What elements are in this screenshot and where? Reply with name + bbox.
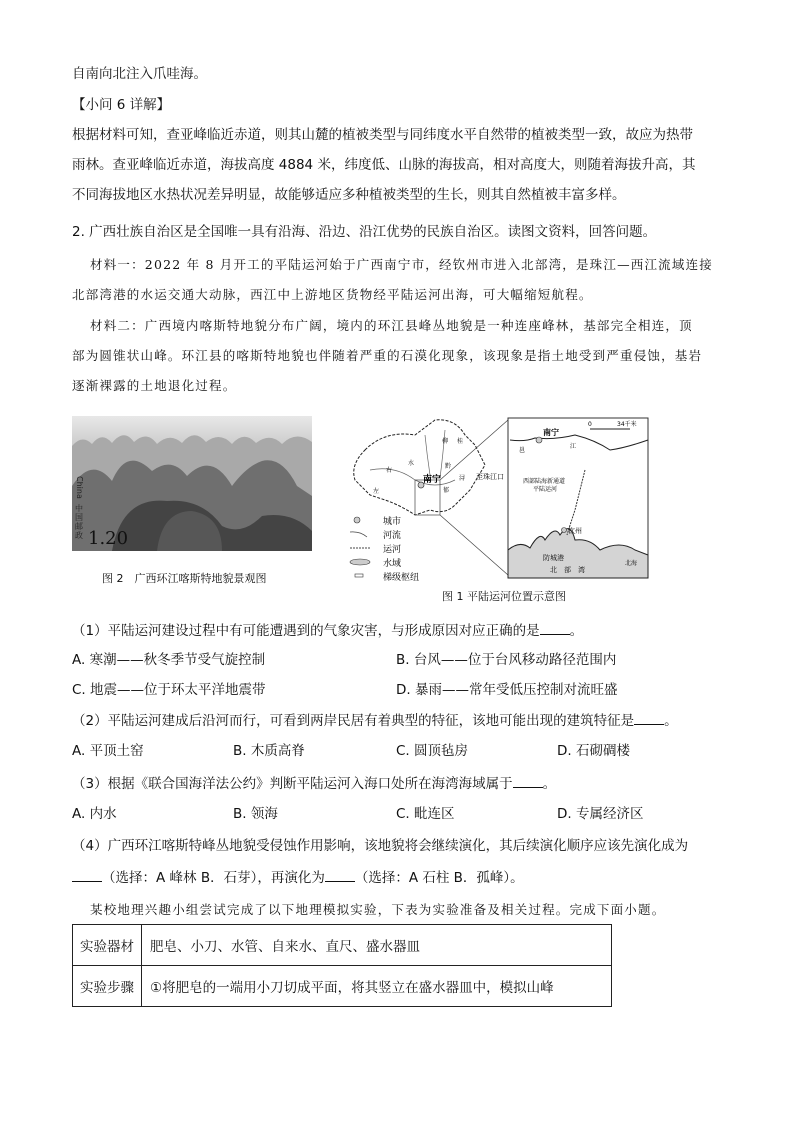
option-a: A. 寒潮——秋冬季节受气旋控制: [72, 652, 266, 668]
option-c: C. 圆顶毡房: [396, 743, 469, 759]
stem-end: 。: [542, 776, 557, 792]
sub-question-4: （4）广西环江喀斯特峰丛地貌受侵蚀作用影响，该地貌将会继续演化，其后续演化顺序应该先演化成为: [72, 838, 689, 854]
scale-zero: 0: [588, 421, 592, 428]
explanation-line: 不同海拔地区水热状况差异明显，故能够适应多种植被类型的生长，则其自然植被丰富多样。: [72, 187, 626, 203]
material-2: 材料二：广西境内喀斯特地貌分布广阔，境内的环江县峰丛地貌是一种连座峰林，基部完全相连，顶: [90, 318, 693, 333]
scale-label: 34千米: [617, 421, 637, 428]
legend-city: 城市: [383, 517, 402, 527]
karst-landscape-image: [72, 416, 312, 551]
answer-blank: [513, 773, 543, 788]
legend-river: 河流: [383, 531, 402, 541]
option-d: D. 专属经济区: [557, 806, 644, 822]
material-2: 逐渐裸露的土地退化过程。: [72, 378, 237, 393]
material-1: 北部湾港的水运交通大动脉，西江中上游地区货物经平陆运河出海，可大幅缩短航程。: [72, 287, 593, 302]
explanation-line: 根据材料可知，查亚峰临近赤道，则其山麓的植被类型与同纬度水平自然带的植被类型一致，故应为热带: [72, 127, 693, 143]
stem: （1）平陆运河建设过程中有可能遭遇到的气象灾害，与形成原因对应正确的是: [72, 623, 540, 639]
section-heading: 【小问 6 详解】: [72, 97, 171, 113]
legend-lock: 梯级枢纽: [383, 573, 420, 583]
answer-blank: [325, 867, 355, 882]
stamp-issuer-text: 中国邮政: [75, 504, 83, 540]
inset-label: 邕: [519, 447, 526, 454]
option-a: A. 内水: [72, 806, 117, 822]
material-2: 部为圆锥状山峰。环江县的喀斯特地貌也伴随着严重的石漠化现象，该现象是指土地受到严重侵蚀，基岩: [72, 348, 703, 363]
option-b: B. 台风——位于台风移动路径范围内: [396, 652, 617, 668]
inset-label: 江: [570, 443, 577, 450]
option-a: A. 平顶土窑: [72, 743, 144, 759]
stem: （3）根据《联合国海洋法公约》判断平陆运河入海口处所在海湾海域属于: [72, 776, 513, 792]
legend-water: 水域: [383, 559, 402, 569]
question-2-intro: 2. 广西壮族自治区是全国唯一具有沿海、沿边、沿江优势的民族自治区。读图文资料，回答问题。: [72, 224, 657, 240]
legend-canal: 运河: [383, 545, 402, 555]
explanation-line: 雨林。查亚峰临近赤道，海拔高度 4884 米，纬度低、山脉的海拔高，相对高度大，则随着海拔升高，其: [72, 157, 696, 173]
experiment-table: [72, 924, 612, 1007]
option-d: D. 石砌碉楼: [557, 743, 630, 759]
inset-beihai: 北海: [625, 560, 638, 567]
map-label: 桂: [457, 438, 464, 445]
table-row: [73, 925, 612, 966]
map-label: 左: [373, 488, 380, 495]
row-header: 实验步骤: [73, 966, 142, 1007]
choice-2: （选择：A 石柱 B．孤峰）。: [354, 870, 524, 886]
map-label: 柳: [442, 438, 449, 445]
option-b: B. 领海: [233, 806, 278, 822]
map-label-to-pearl-river: 至珠江口: [476, 473, 504, 481]
row-header: 实验器材: [73, 925, 142, 966]
option-c: C. 地震——位于环太平洋地震带: [72, 682, 266, 698]
sub-question-2: [72, 710, 678, 731]
sub-question-3: [72, 773, 556, 794]
stem-end: 。: [569, 623, 584, 639]
row-content: ①将肥皂的一端用小刀切成平面，将其竖立在盛水器皿中，模拟山峰: [142, 966, 612, 1007]
pinglu-canal-map: [335, 410, 655, 586]
material-1: 材料一：2022 年 8 月开工的平陆运河始于广西南宁市，经钦州市进入北部湾，是珠江—西江流域连接: [90, 257, 713, 272]
sub-question-1: [72, 620, 583, 641]
answer-blank: [72, 867, 102, 882]
choice-1: （选择：A 峰林 B．石芽），再演化为: [102, 870, 325, 886]
question-3-intro: 某校地理兴趣小组尝试完成了以下地理模拟实验，下表为实验准备及相关过程。完成下面小题。: [90, 902, 666, 917]
option-c: C. 毗连区: [396, 806, 455, 822]
inset-canal-label: 平陆运河: [533, 486, 558, 493]
answer-blank: [634, 710, 664, 725]
inset-fangchenggang: 防城港: [543, 554, 564, 562]
inset-gulf: 北 部 湾: [550, 566, 585, 574]
inset-qinzhou: 钦州: [568, 527, 582, 535]
map-label: 右: [386, 467, 393, 474]
map-label-nanning: 南宁: [423, 475, 442, 485]
stem: （2）平陆运河建成后沿河而行，可看到两岸民居有着典型的特征，该地可能出现的建筑特征是: [72, 713, 635, 729]
table-row: [73, 966, 612, 1007]
figure-1-caption: 图 1 平陆运河位置示意图: [442, 590, 566, 603]
stamp-latin-text: China: [75, 476, 84, 499]
map-label: 水: [408, 460, 415, 467]
inset-canal-label: 西部陆海新通道: [523, 478, 566, 485]
row-content: 肥皂、小刀、水管、自来水、直尺、盛水器皿: [142, 925, 612, 966]
prev-answer-line: 自南向北注入爪哇海。: [72, 66, 207, 82]
answer-blank: [540, 620, 570, 635]
stem-end: 。: [664, 713, 678, 729]
map-label: 浔: [459, 475, 466, 482]
option-b: B. 木质高脊: [233, 743, 305, 759]
figure-2-caption: 图 2 广西环江喀斯特地貌景观图: [102, 572, 267, 585]
map-label: 郁: [443, 487, 450, 494]
stamp-value-text: 1.20: [88, 528, 129, 549]
option-d: D. 暴雨——常年受低压控制对流旺盛: [396, 682, 618, 698]
map-label: 黔: [445, 463, 452, 470]
sub-question-4-choices: [72, 867, 524, 888]
inset-nanning: 南宁: [543, 428, 559, 437]
